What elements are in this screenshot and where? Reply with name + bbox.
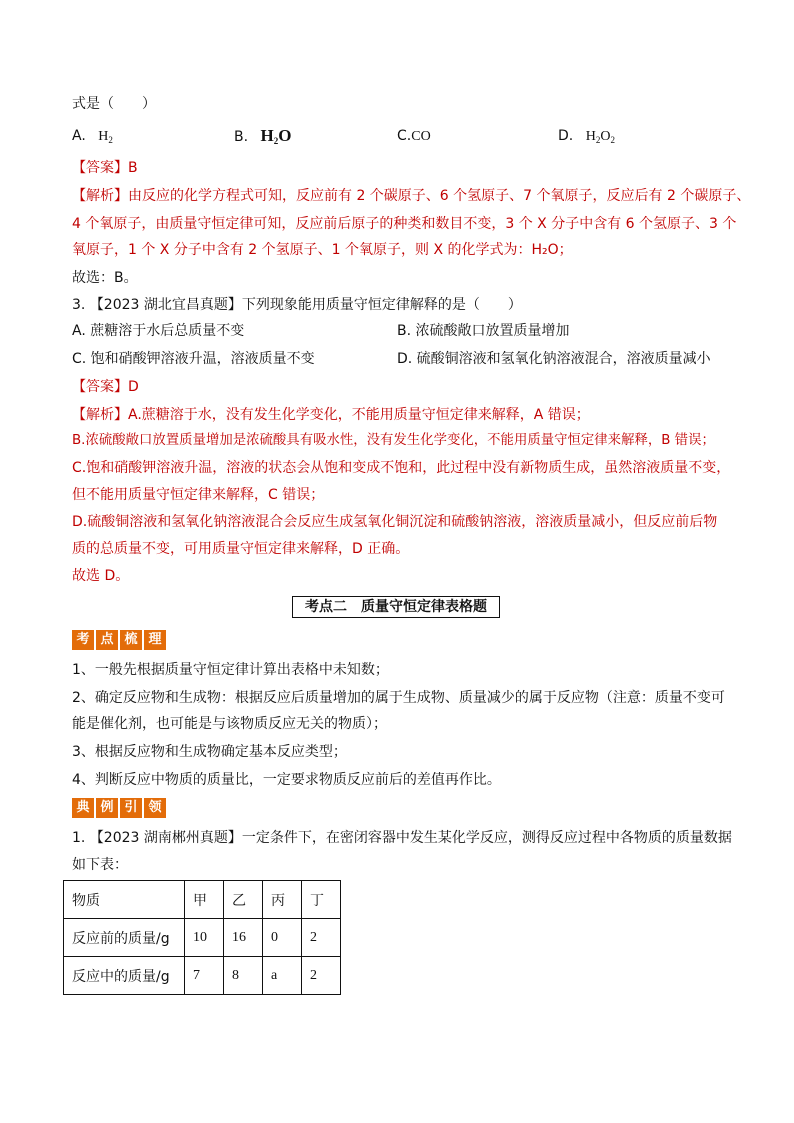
point-item: 3、根据反应物和生成物确定基本反应类型；	[72, 744, 347, 760]
q2-stem-tail: 式是（ ）	[72, 96, 156, 112]
table-cell: 8	[224, 957, 263, 995]
point-item: 4、判断反应中物质的质量比，一定要求物质反应前后的差值再作比。	[72, 772, 501, 788]
badge-char: 典	[72, 798, 94, 818]
q2-analysis-line: 4 个氧原子，由质量守恒定律可知，反应前后原子的种类和数目不变，3 个 X 分子中含有 6 个氢原子、3 个	[72, 216, 737, 232]
q3-option-c: C. 饱和硝酸钾溶液升温，溶液质量不变	[72, 351, 315, 367]
q3-analysis-line: 但不能用质量守恒定律来解释，C 错误；	[72, 487, 325, 503]
table-cell: 甲	[185, 881, 224, 919]
table-cell: 7	[185, 957, 224, 995]
table-cell: 2	[302, 957, 341, 995]
badge-char: 梳	[120, 630, 142, 650]
table-cell: 反应中的质量/g	[64, 957, 185, 995]
table-row	[64, 919, 341, 957]
q2-conclusion: 故选：B。	[72, 270, 138, 286]
q3-analysis-line: C.饱和硝酸钾溶液升温，溶液的状态会从饱和变成不饱和，此过程中没有新物质生成，虽然溶液质量不变，	[72, 460, 731, 476]
q3-analysis-line: B.浓硫酸敞口放置质量增加是浓硫酸具有吸水性，没有发生化学变化，不能用质量守恒定律来解释，B 错误；	[72, 433, 715, 448]
q2-option-c: C.CO	[397, 128, 431, 144]
q3-option-b: B. 浓硫酸敞口放置质量增加	[397, 323, 570, 339]
point-item: 1、一般先根据质量守恒定律计算出表格中未知数；	[72, 662, 389, 678]
q2-analysis-line: 氧原子，1 个 X 分子中含有 2 个氢原子、1 个氧原子，则 X 的化学式为：H₂O；	[72, 242, 573, 258]
badge-char: 引	[120, 798, 142, 818]
q3-stem: 3. 【2023 湖北宜昌真题】下列现象能用质量守恒定律解释的是（ ）	[72, 297, 522, 313]
badge-char: 理	[144, 630, 166, 650]
q2-option-a: A. $H_2$	[72, 128, 113, 145]
mass-table	[63, 880, 341, 995]
example-stem: 1. 【2023 湖南郴州真题】一定条件下，在密闭容器中发生某化学反应，测得反应过程中各物质的质量数据	[72, 830, 732, 846]
table-cell: 16	[224, 919, 263, 957]
q3-answer: 【答案】D	[72, 379, 139, 395]
q3-analysis-line: 质的总质量不变，可用质量守恒定律来解释，D 正确。	[72, 541, 410, 557]
q2-analysis-line: 【解析】由反应的化学方程式可知，反应前有 2 个碳原子、6 个氢原子、7 个氧原子，反应后有 2 个碳原子、	[72, 188, 751, 204]
q2-answer: 【答案】B	[72, 160, 138, 176]
q2-option-d: D. $H_2O_2$	[558, 128, 615, 145]
section-title: 考点二 质量守恒定律表格题	[292, 596, 500, 618]
table-cell: 乙	[224, 881, 263, 919]
table-cell: 10	[185, 919, 224, 957]
example-stem: 如下表：	[72, 857, 128, 873]
table-cell: 0	[263, 919, 302, 957]
section-badge-review	[72, 630, 166, 650]
table-cell: a	[263, 957, 302, 995]
q3-option-d: D. 硫酸铜溶液和氢氧化钠溶液混合，溶液质量减小	[397, 351, 711, 367]
table-cell: 2	[302, 919, 341, 957]
table-row	[64, 881, 341, 919]
table-cell: 丁	[302, 881, 341, 919]
section-badge-example	[72, 798, 166, 818]
table-cell: 反应前的质量/g	[64, 919, 185, 957]
table-row	[64, 957, 341, 995]
table-cell: 丙	[263, 881, 302, 919]
q3-analysis-line: D.硫酸铜溶液和氢氧化钠溶液混合会反应生成氢氧化铜沉淀和硫酸钠溶液，溶液质量减小，但反应前后物	[72, 514, 718, 530]
q3-conclusion: 故选 D。	[72, 568, 130, 584]
badge-char: 考	[72, 630, 94, 650]
table-cell: 物质	[64, 881, 185, 919]
q3-analysis-line: 【解析】A.蔗糖溶于水，没有发生化学变化，不能用质量守恒定律来解释，A 错误；	[72, 407, 590, 423]
badge-char: 例	[96, 798, 118, 818]
badge-char: 点	[96, 630, 118, 650]
q3-option-a: A. 蔗糖溶于水后总质量不变	[72, 323, 245, 339]
q2-option-b: B. $H_2O$	[234, 126, 292, 146]
point-item: 能是催化剂，也可能是与该物质反应无关的物质）；	[72, 716, 387, 732]
badge-char: 领	[144, 798, 166, 818]
point-item: 2、确定反应物和生成物：根据反应后质量增加的属于生成物、质量减少的属于反应物（注意：质量不变可	[72, 690, 725, 706]
